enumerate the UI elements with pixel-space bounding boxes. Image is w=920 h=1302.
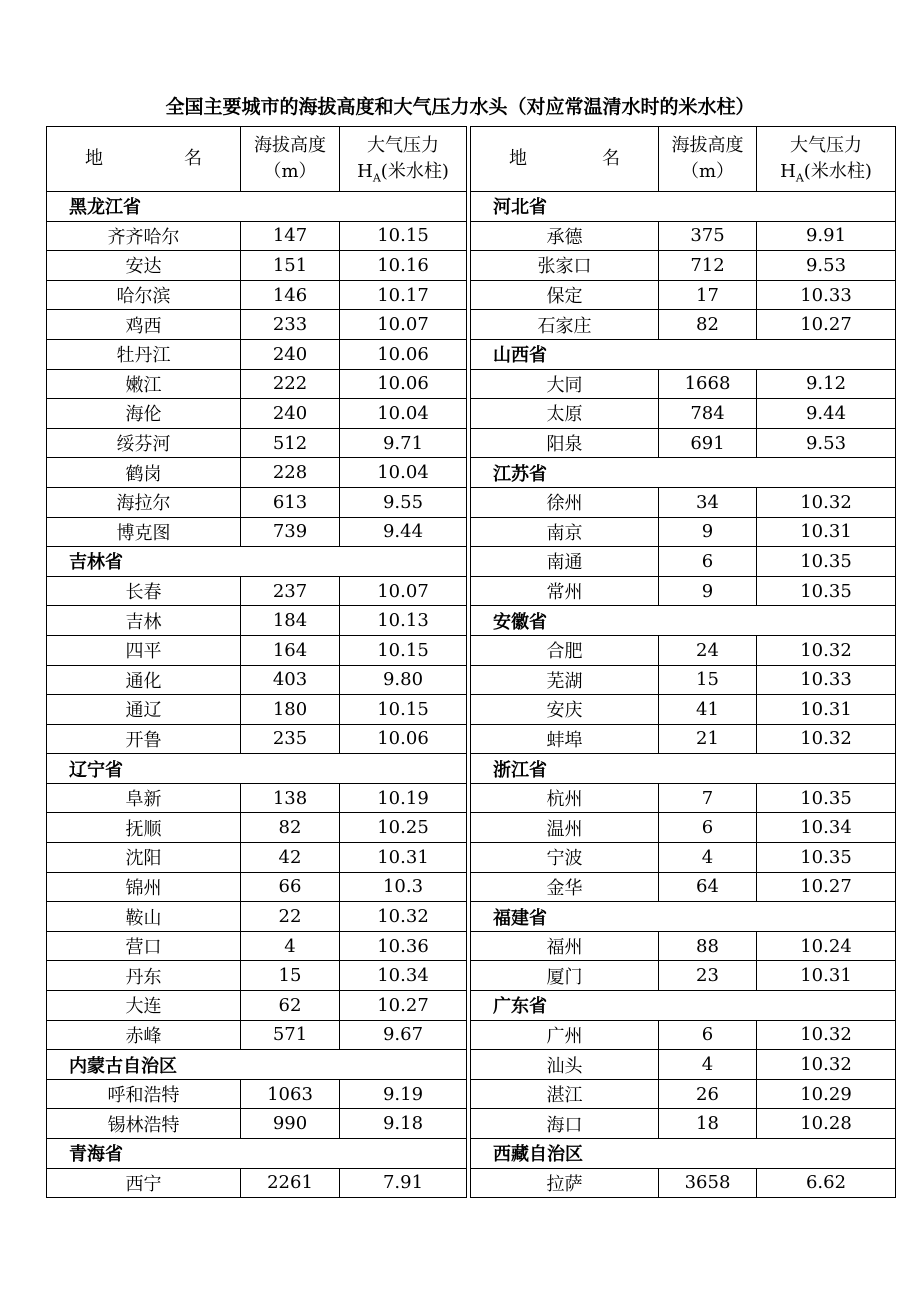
altitude-cell: 739 — [241, 517, 340, 547]
pressure-cell: 10.32 — [757, 724, 896, 754]
header-row — [47, 127, 467, 192]
pressure-cell: 10.07 — [340, 310, 467, 340]
altitude-cell: 6 — [659, 547, 757, 577]
pressure-cell: 9.53 — [757, 428, 896, 458]
header-altitude-line2: （m） — [680, 161, 735, 182]
header-pressure-h: H — [780, 161, 796, 182]
table-row — [47, 458, 467, 488]
header-place — [471, 127, 659, 192]
city-name: 四平 — [47, 635, 241, 665]
pressure-cell: 10.31 — [757, 517, 896, 547]
pressure-cell: 9.44 — [757, 399, 896, 429]
header-place-a: 地 — [509, 147, 527, 169]
province-row — [471, 339, 896, 369]
table-row — [471, 783, 896, 813]
city-name: 杭州 — [471, 783, 659, 813]
province-row — [471, 192, 896, 222]
altitude-cell: 712 — [659, 251, 757, 281]
document-title: 全国主要城市的海拔高度和大气压力水头（对应常温清水时的米水柱） — [165, 96, 755, 118]
table-row — [471, 1079, 896, 1109]
altitude-cell: 6 — [659, 1020, 757, 1050]
city-name: 温州 — [471, 813, 659, 843]
pressure-cell: 10.32 — [757, 487, 896, 517]
city-name: 赤峰 — [47, 1020, 241, 1050]
table-row — [471, 843, 896, 873]
city-name: 齐齐哈尔 — [47, 221, 241, 251]
pressure-cell: 10.15 — [340, 221, 467, 251]
province-row — [471, 1139, 896, 1169]
pressure-cell: 10.32 — [757, 635, 896, 665]
table-row — [47, 1109, 467, 1139]
city-name: 常州 — [471, 576, 659, 606]
province-row — [47, 1139, 467, 1169]
altitude-cell: 228 — [241, 458, 340, 488]
province-name: 辽宁省 — [47, 754, 467, 784]
province-name: 青海省 — [47, 1139, 467, 1169]
altitude-cell: 784 — [659, 399, 757, 429]
header-altitude — [659, 127, 757, 192]
city-name: 通化 — [47, 665, 241, 695]
altitude-cell: 64 — [659, 872, 757, 902]
table-row — [47, 813, 467, 843]
table-row — [471, 724, 896, 754]
province-name: 江苏省 — [471, 458, 896, 488]
city-name: 长春 — [47, 576, 241, 606]
altitude-cell: 9 — [659, 576, 757, 606]
province-row — [471, 458, 896, 488]
city-name: 沈阳 — [47, 843, 241, 873]
pressure-cell: 10.35 — [757, 576, 896, 606]
city-name: 嫩江 — [47, 369, 241, 399]
province-name: 浙江省 — [471, 754, 896, 784]
city-name: 张家口 — [471, 251, 659, 281]
altitude-cell: 17 — [659, 280, 757, 310]
city-name: 徐州 — [471, 487, 659, 517]
pressure-cell: 9.19 — [340, 1079, 467, 1109]
province-name: 西藏自治区 — [471, 1139, 896, 1169]
table-row — [471, 576, 896, 606]
altitude-cell: 146 — [241, 280, 340, 310]
city-name: 保定 — [471, 280, 659, 310]
province-name: 吉林省 — [47, 547, 467, 577]
altitude-cell: 62 — [241, 991, 340, 1021]
left-table — [46, 126, 467, 1198]
city-name: 阜新 — [47, 783, 241, 813]
table-row — [471, 931, 896, 961]
city-name: 牡丹江 — [47, 339, 241, 369]
city-name: 汕头 — [471, 1050, 659, 1080]
table-row — [471, 517, 896, 547]
pressure-cell: 10.35 — [757, 843, 896, 873]
altitude-cell: 240 — [241, 399, 340, 429]
altitude-cell: 3658 — [659, 1168, 757, 1198]
pressure-cell: 10.27 — [757, 872, 896, 902]
table-row — [47, 487, 467, 517]
table-row — [471, 813, 896, 843]
table-row — [47, 1079, 467, 1109]
table-row — [47, 931, 467, 961]
pressure-cell: 10.27 — [340, 991, 467, 1021]
altitude-cell: 990 — [241, 1109, 340, 1139]
table-row — [471, 1050, 896, 1080]
header-pressure-line1: 大气压力 — [790, 134, 862, 156]
pressure-cell: 10.35 — [757, 547, 896, 577]
province-name: 河北省 — [471, 192, 896, 222]
pressure-cell: 10.32 — [340, 902, 467, 932]
table-row — [471, 1020, 896, 1050]
table-row — [47, 1020, 467, 1050]
altitude-cell: 4 — [241, 931, 340, 961]
header-pressure — [757, 127, 896, 192]
table-row — [47, 339, 467, 369]
altitude-cell: 15 — [659, 665, 757, 695]
province-row — [47, 547, 467, 577]
altitude-cell: 66 — [241, 872, 340, 902]
altitude-cell: 233 — [241, 310, 340, 340]
pressure-cell: 10.15 — [340, 635, 467, 665]
altitude-cell: 184 — [241, 606, 340, 636]
pressure-cell: 10.25 — [340, 813, 467, 843]
altitude-cell: 164 — [241, 635, 340, 665]
table-row — [471, 487, 896, 517]
pressure-cell: 10.32 — [757, 1020, 896, 1050]
pressure-cell: 10.16 — [340, 251, 467, 281]
pressure-cell: 10.06 — [340, 724, 467, 754]
table-row — [47, 635, 467, 665]
altitude-cell: 34 — [659, 487, 757, 517]
city-name: 鸡西 — [47, 310, 241, 340]
city-name: 吉林 — [47, 606, 241, 636]
table-row — [471, 399, 896, 429]
city-name: 湛江 — [471, 1079, 659, 1109]
pressure-cell: 6.62 — [757, 1168, 896, 1198]
altitude-cell: 7 — [659, 783, 757, 813]
header-place-a: 地 — [85, 147, 103, 169]
province-name: 广东省 — [471, 991, 896, 1021]
header-altitude-line1: 海拔高度 — [254, 134, 326, 156]
header-altitude-line2: （m） — [263, 161, 317, 182]
altitude-cell: 235 — [241, 724, 340, 754]
province-name: 福建省 — [471, 902, 896, 932]
province-name: 内蒙古自治区 — [47, 1050, 467, 1080]
city-name: 广州 — [471, 1020, 659, 1050]
pressure-cell: 10.19 — [340, 783, 467, 813]
city-name: 石家庄 — [471, 310, 659, 340]
altitude-cell: 24 — [659, 635, 757, 665]
table-row — [47, 724, 467, 754]
header-pressure-unit: (米水柱) — [380, 161, 449, 182]
city-name: 锦州 — [47, 872, 241, 902]
altitude-cell: 151 — [241, 251, 340, 281]
pressure-cell: 10.33 — [757, 665, 896, 695]
altitude-cell: 403 — [241, 665, 340, 695]
table-row — [471, 1168, 896, 1198]
table-row — [47, 221, 467, 251]
table-row — [471, 665, 896, 695]
altitude-cell: 571 — [241, 1020, 340, 1050]
city-name: 拉萨 — [471, 1168, 659, 1198]
header-place — [47, 127, 241, 192]
city-name: 锡林浩特 — [47, 1109, 241, 1139]
header-pressure-h: H — [357, 161, 373, 182]
table-row — [471, 428, 896, 458]
header-place-b: 名 — [184, 147, 202, 169]
city-name: 阳泉 — [471, 428, 659, 458]
table-row — [47, 251, 467, 281]
altitude-cell: 1063 — [241, 1079, 340, 1109]
city-name: 合肥 — [471, 635, 659, 665]
altitude-cell: 2261 — [241, 1168, 340, 1198]
altitude-cell: 6 — [659, 813, 757, 843]
pressure-cell: 10.34 — [340, 961, 467, 991]
city-name: 开鲁 — [47, 724, 241, 754]
province-row — [471, 902, 896, 932]
table-row — [47, 961, 467, 991]
table-row — [47, 369, 467, 399]
pressure-cell: 10.07 — [340, 576, 467, 606]
table-row — [471, 872, 896, 902]
header-pressure-sub: A — [795, 171, 804, 185]
table-row — [47, 695, 467, 725]
table-row — [471, 547, 896, 577]
pressure-cell: 9.91 — [757, 221, 896, 251]
city-name: 大连 — [47, 991, 241, 1021]
altitude-cell: 4 — [659, 1050, 757, 1080]
city-name: 博克图 — [47, 517, 241, 547]
province-row — [47, 754, 467, 784]
altitude-cell: 26 — [659, 1079, 757, 1109]
table-row — [471, 1109, 896, 1139]
altitude-cell: 22 — [241, 902, 340, 932]
table-row — [47, 991, 467, 1021]
altitude-cell: 9 — [659, 517, 757, 547]
pressure-cell: 9.53 — [757, 251, 896, 281]
pressure-cell: 10.15 — [340, 695, 467, 725]
altitude-cell: 4 — [659, 843, 757, 873]
altitude-cell: 88 — [659, 931, 757, 961]
pressure-cell: 10.27 — [757, 310, 896, 340]
city-name: 抚顺 — [47, 813, 241, 843]
city-name: 通辽 — [47, 695, 241, 725]
header-altitude — [241, 127, 340, 192]
altitude-cell: 15 — [241, 961, 340, 991]
city-name: 福州 — [471, 931, 659, 961]
province-name: 安徽省 — [471, 606, 896, 636]
table-row — [471, 961, 896, 991]
table-row — [471, 251, 896, 281]
pressure-cell: 10.04 — [340, 399, 467, 429]
city-name: 芜湖 — [471, 665, 659, 695]
city-name: 安庆 — [471, 695, 659, 725]
header-pressure-line1: 大气压力 — [367, 134, 439, 156]
table-row — [47, 310, 467, 340]
table-row — [47, 428, 467, 458]
pressure-cell: 10.31 — [340, 843, 467, 873]
table-row — [47, 872, 467, 902]
table-row — [471, 221, 896, 251]
pressure-cell: 10.06 — [340, 339, 467, 369]
header-pressure-sub: A — [372, 171, 381, 185]
altitude-cell: 691 — [659, 428, 757, 458]
pressure-cell: 7.91 — [340, 1168, 467, 1198]
city-name: 海口 — [471, 1109, 659, 1139]
pressure-cell: 10.06 — [340, 369, 467, 399]
province-row — [471, 754, 896, 784]
altitude-cell: 21 — [659, 724, 757, 754]
pressure-cell: 9.55 — [340, 487, 467, 517]
pressure-cell: 10.33 — [757, 280, 896, 310]
table-row — [47, 280, 467, 310]
city-name: 绥芬河 — [47, 428, 241, 458]
altitude-cell: 41 — [659, 695, 757, 725]
city-name: 丹东 — [47, 961, 241, 991]
city-name: 西宁 — [47, 1168, 241, 1198]
pressure-cell: 10.13 — [340, 606, 467, 636]
table-row — [47, 399, 467, 429]
pressure-cell: 10.34 — [757, 813, 896, 843]
pressure-cell: 9.44 — [340, 517, 467, 547]
pressure-cell: 10.31 — [757, 961, 896, 991]
city-name: 哈尔滨 — [47, 280, 241, 310]
altitude-cell: 512 — [241, 428, 340, 458]
city-name: 海伦 — [47, 399, 241, 429]
altitude-cell: 147 — [241, 221, 340, 251]
altitude-cell: 180 — [241, 695, 340, 725]
pressure-cell: 9.18 — [340, 1109, 467, 1139]
city-name: 呼和浩特 — [47, 1079, 241, 1109]
pressure-cell: 9.67 — [340, 1020, 467, 1050]
pressure-cell: 10.29 — [757, 1079, 896, 1109]
city-name: 安达 — [47, 251, 241, 281]
table-row — [47, 843, 467, 873]
pressure-cell: 9.12 — [757, 369, 896, 399]
city-name: 南京 — [471, 517, 659, 547]
header-pressure-unit: (米水柱) — [803, 161, 872, 182]
table-row — [47, 665, 467, 695]
altitude-cell: 237 — [241, 576, 340, 606]
pressure-cell: 10.04 — [340, 458, 467, 488]
city-name: 鞍山 — [47, 902, 241, 932]
city-name: 南通 — [471, 547, 659, 577]
city-name: 营口 — [47, 931, 241, 961]
altitude-cell: 82 — [241, 813, 340, 843]
altitude-cell: 613 — [241, 487, 340, 517]
city-name: 厦门 — [471, 961, 659, 991]
pressure-cell: 10.31 — [757, 695, 896, 725]
city-name: 大同 — [471, 369, 659, 399]
city-name: 蚌埠 — [471, 724, 659, 754]
province-row — [47, 1050, 467, 1080]
altitude-cell: 240 — [241, 339, 340, 369]
city-name: 承德 — [471, 221, 659, 251]
altitude-cell: 1668 — [659, 369, 757, 399]
altitude-cell: 82 — [659, 310, 757, 340]
table-row — [47, 783, 467, 813]
pressure-cell: 10.17 — [340, 280, 467, 310]
pressure-cell: 10.28 — [757, 1109, 896, 1139]
pressure-cell: 9.71 — [340, 428, 467, 458]
table-row — [471, 310, 896, 340]
right-table — [470, 126, 896, 1198]
altitude-cell: 42 — [241, 843, 340, 873]
table-row — [47, 517, 467, 547]
table-row — [471, 635, 896, 665]
pressure-cell: 10.3 — [340, 872, 467, 902]
province-name: 山西省 — [471, 339, 896, 369]
province-name: 黑龙江省 — [47, 192, 467, 222]
altitude-cell: 18 — [659, 1109, 757, 1139]
city-name: 鹤岗 — [47, 458, 241, 488]
pressure-cell: 10.24 — [757, 931, 896, 961]
city-name: 太原 — [471, 399, 659, 429]
table-row — [47, 902, 467, 932]
table-row — [47, 1168, 467, 1198]
altitude-cell: 222 — [241, 369, 340, 399]
table-row — [471, 280, 896, 310]
pressure-cell: 9.80 — [340, 665, 467, 695]
city-name: 海拉尔 — [47, 487, 241, 517]
city-name: 金华 — [471, 872, 659, 902]
province-row — [471, 606, 896, 636]
altitude-cell: 375 — [659, 221, 757, 251]
pressure-cell: 10.36 — [340, 931, 467, 961]
table-row — [47, 606, 467, 636]
header-place-b: 名 — [602, 147, 620, 169]
table-row — [47, 576, 467, 606]
altitude-cell: 138 — [241, 783, 340, 813]
pressure-cell: 10.35 — [757, 783, 896, 813]
province-row — [471, 991, 896, 1021]
altitude-cell: 23 — [659, 961, 757, 991]
province-row — [47, 192, 467, 222]
header-row — [471, 127, 896, 192]
pressure-cell: 10.32 — [757, 1050, 896, 1080]
city-name: 宁波 — [471, 843, 659, 873]
table-row — [471, 369, 896, 399]
header-altitude-line1: 海拔高度 — [671, 134, 744, 156]
table-row — [471, 695, 896, 725]
header-pressure — [340, 127, 467, 192]
